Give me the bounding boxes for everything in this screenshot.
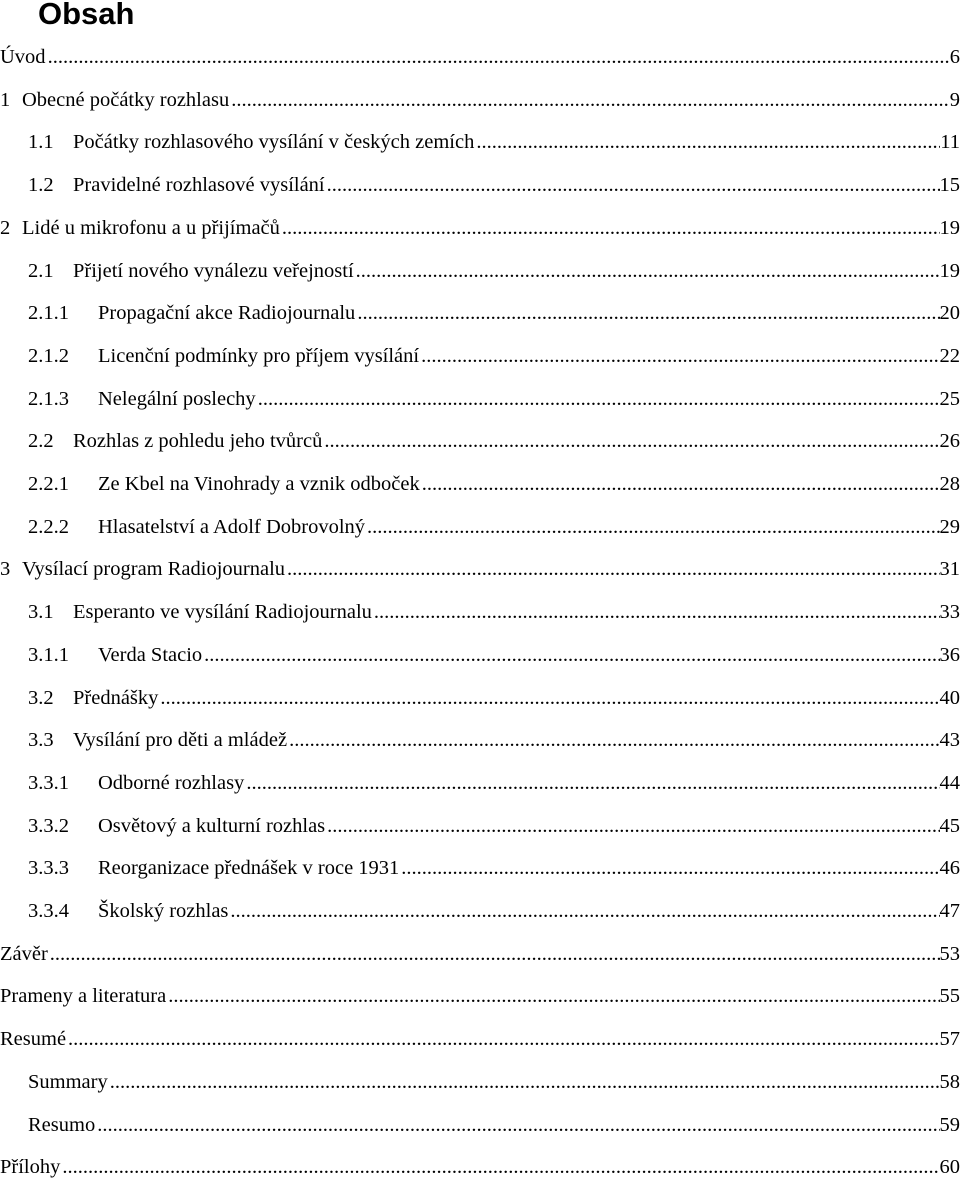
dot-leader <box>399 853 939 883</box>
toc-entry-title: Osvětový a kulturní rozhlas <box>98 811 325 841</box>
toc-entry-title: Školský rozhlas <box>98 896 228 926</box>
toc-entry-number: 2.1 <box>28 256 73 286</box>
toc-entry-number: 2.1.2 <box>28 341 98 371</box>
toc-entry-title: Vysílací program Radiojournalu <box>22 554 285 584</box>
dot-leader <box>280 213 940 243</box>
dot-leader <box>365 512 939 542</box>
toc-entry-page-number: 11 <box>940 127 960 157</box>
dot-leader <box>420 469 940 499</box>
toc-entry-page-number: 28 <box>940 469 960 499</box>
toc-entry[interactable] <box>0 683 960 713</box>
toc-entry-page-number: 60 <box>940 1152 960 1182</box>
toc-entry-title: Resumo <box>28 1110 95 1140</box>
toc-entry-number: 3 <box>0 554 22 584</box>
dot-leader <box>108 1067 940 1097</box>
toc-entry[interactable] <box>0 981 960 1011</box>
toc-entry-number: 1.2 <box>28 170 73 200</box>
toc-entry-page-number: 22 <box>940 341 960 371</box>
toc-entry-number: 2.2.1 <box>28 469 98 499</box>
toc-entry-number: 3.3.3 <box>28 853 98 883</box>
dot-leader <box>287 725 939 755</box>
toc-entry-title: Prameny a literatura <box>0 981 166 1011</box>
toc-entry-title: Ze Kbel na Vinohrady a vznik odboček <box>98 469 420 499</box>
toc-entry[interactable] <box>0 768 960 798</box>
dot-leader <box>95 1110 939 1140</box>
toc-entry-number: 3.2 <box>28 683 73 713</box>
toc-entry[interactable] <box>0 42 960 72</box>
dot-leader <box>48 939 940 969</box>
toc-entry[interactable] <box>0 426 960 456</box>
toc-entry-page-number: 57 <box>940 1024 960 1054</box>
toc-entry-number: 2.1.3 <box>28 384 98 414</box>
toc-entry[interactable] <box>0 384 960 414</box>
toc-entry-number: 2 <box>0 213 22 243</box>
toc-entry-title: Resumé <box>0 1024 66 1054</box>
toc-entry-title: Reorganizace přednášek v roce 1931 <box>98 853 399 883</box>
dot-leader <box>202 640 939 670</box>
toc-entry[interactable] <box>0 640 960 670</box>
dot-leader <box>244 768 939 798</box>
toc-entry[interactable] <box>0 811 960 841</box>
toc-entry-page-number: 45 <box>940 811 960 841</box>
toc-entry-number: 3.1.1 <box>28 640 98 670</box>
dot-leader <box>256 384 940 414</box>
toc-entry-page-number: 19 <box>940 256 960 286</box>
toc-entry[interactable] <box>0 896 960 926</box>
dot-leader <box>325 170 940 200</box>
toc-entry-page-number: 20 <box>940 298 960 328</box>
toc-entry[interactable] <box>0 939 960 969</box>
toc-entry-page-number: 19 <box>940 213 960 243</box>
dot-leader <box>372 597 940 627</box>
toc-entry[interactable] <box>0 1110 960 1140</box>
toc-entry-page-number: 55 <box>940 981 960 1011</box>
dot-leader <box>325 811 939 841</box>
toc-entry-title: Rozhlas z pohledu jeho tvůrců <box>73 426 322 456</box>
toc-entry[interactable] <box>0 469 960 499</box>
toc-entry-page-number: 25 <box>940 384 960 414</box>
toc-entry[interactable] <box>0 725 960 755</box>
toc-entry-page-number: 58 <box>940 1067 960 1097</box>
toc-entry-page-number: 29 <box>940 512 960 542</box>
toc-entry[interactable] <box>0 1152 960 1182</box>
toc-entry-number: 2.2.2 <box>28 512 98 542</box>
toc-entry[interactable] <box>0 256 960 286</box>
toc-entry-page-number: 31 <box>940 554 960 584</box>
toc-entry-page-number: 33 <box>940 597 960 627</box>
toc-entry[interactable] <box>0 1024 960 1054</box>
toc-entry-page-number: 40 <box>940 683 960 713</box>
dot-leader <box>355 298 939 328</box>
dot-leader <box>60 1152 939 1182</box>
toc-entry[interactable] <box>0 512 960 542</box>
toc-entry-title: Hlasatelství a Adolf Dobrovolný <box>98 512 365 542</box>
toc-entry-page-number: 6 <box>950 42 960 72</box>
toc-entry-title: Přednášky <box>73 683 158 713</box>
toc-entry-title: Summary <box>28 1067 108 1097</box>
toc-entry-title: Nelegální poslechy <box>98 384 256 414</box>
toc-entry-page-number: 9 <box>950 85 960 115</box>
toc-entry-title: Lidé u mikrofonu a u přijímačů <box>22 213 280 243</box>
toc-entry-number: 3.3.4 <box>28 896 98 926</box>
toc-entry-title: Esperanto ve vysílání Radiojournalu <box>73 597 372 627</box>
toc-entry-number: 3.3 <box>28 725 73 755</box>
toc-entry-page-number: 36 <box>940 640 960 670</box>
toc-entry-number: 1.1 <box>28 127 73 157</box>
toc-entry-title: Úvod <box>0 42 46 72</box>
toc-entry-title: Odborné rozhlasy <box>98 768 244 798</box>
toc-entry-title: Propagační akce Radiojournalu <box>98 298 355 328</box>
dot-leader <box>228 896 939 926</box>
toc-entry[interactable] <box>0 213 960 243</box>
toc-entry-page-number: 15 <box>940 170 960 200</box>
toc-entry-title: Závěr <box>0 939 48 969</box>
toc-entry-page-number: 46 <box>940 853 960 883</box>
toc-entry-number: 3.1 <box>28 597 73 627</box>
toc-entry[interactable] <box>0 597 960 627</box>
toc-entry-title: Licenční podmínky pro příjem vysílání <box>98 341 419 371</box>
dot-leader <box>285 554 939 584</box>
dot-leader <box>354 256 940 286</box>
toc-entry-title: Přijetí nového vynálezu veřejností <box>73 256 354 286</box>
toc-entry-title: Verda Stacio <box>98 640 202 670</box>
toc-entry-page-number: 44 <box>940 768 960 798</box>
toc-entry[interactable] <box>0 341 960 371</box>
toc-entry-number: 1 <box>0 85 22 115</box>
toc-entry-number: 3.3.1 <box>28 768 98 798</box>
toc-entry-page-number: 43 <box>940 725 960 755</box>
toc-entry[interactable] <box>0 170 960 200</box>
toc-entry-title: Vysílání pro děti a mládež <box>73 725 287 755</box>
dot-leader <box>322 426 939 456</box>
toc-entry[interactable] <box>0 1067 960 1097</box>
toc-entry[interactable] <box>0 85 960 115</box>
toc-entry-title: Obecné počátky rozhlasu <box>22 85 229 115</box>
dot-leader <box>158 683 939 713</box>
toc-entry-page-number: 26 <box>940 426 960 456</box>
toc-entry-page-number: 59 <box>940 1110 960 1140</box>
toc-entry[interactable] <box>0 298 960 328</box>
toc-entry[interactable] <box>0 127 960 157</box>
dot-leader <box>419 341 939 371</box>
toc-entry-title: Počátky rozhlasového vysílání v českých zemích <box>73 127 474 157</box>
toc-entry-number: 2.1.1 <box>28 298 98 328</box>
toc-entry-number: 3.3.2 <box>28 811 98 841</box>
dot-leader <box>46 42 950 72</box>
toc-heading: Obsah <box>38 0 134 34</box>
toc-entry-page-number: 47 <box>940 896 960 926</box>
toc-entry-page-number: 53 <box>940 939 960 969</box>
toc-entry-title: Pravidelné rozhlasové vysílání <box>73 170 325 200</box>
toc-entry[interactable] <box>0 853 960 883</box>
toc-entry[interactable] <box>0 554 960 584</box>
dot-leader <box>474 127 940 157</box>
dot-leader <box>229 85 950 115</box>
dot-leader <box>66 1024 939 1054</box>
toc-entry-title: Přílohy <box>0 1152 60 1182</box>
dot-leader <box>166 981 939 1011</box>
toc-entry-number: 2.2 <box>28 426 73 456</box>
